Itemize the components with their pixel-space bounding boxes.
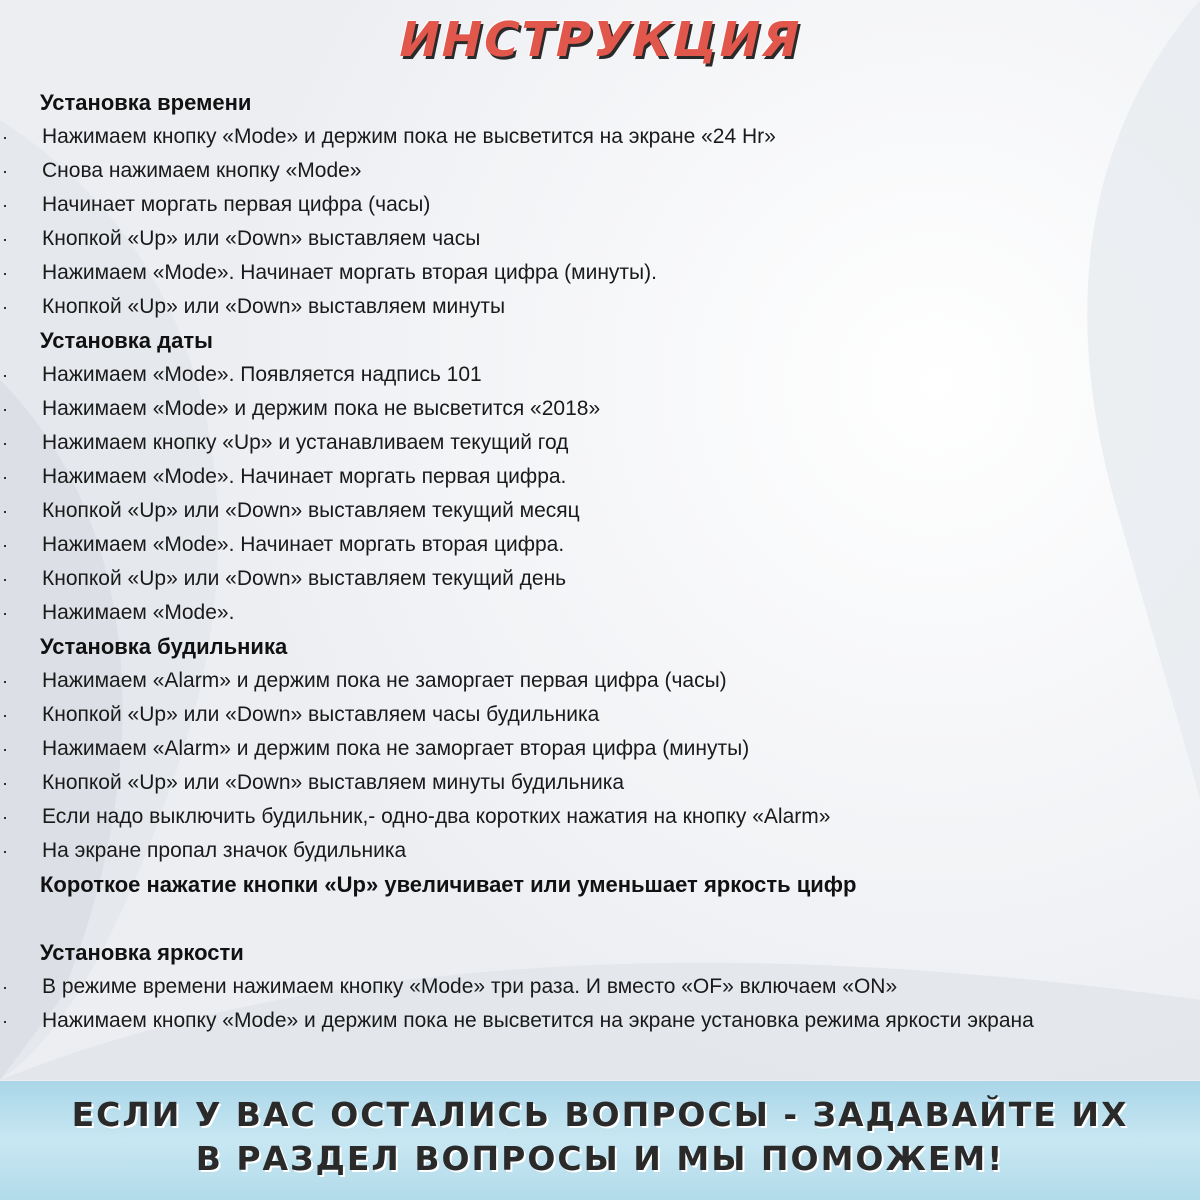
- list-item: [0, 834, 1200, 868]
- list-item-text: Начинает моргать первая цифра (часы): [42, 193, 431, 216]
- bullet-dot: ·: [2, 603, 8, 623]
- list-item-text: Снова нажимаем кнопку «Mode»: [42, 159, 362, 182]
- bullet-dot: ·: [2, 671, 8, 691]
- list-item-text: Нажимаем «Mode». Начинает моргать вторая цифра (минуты).: [42, 261, 657, 284]
- list-item-text: Нажимаем кнопку «Up» и устанавливаем текущий год: [42, 431, 569, 454]
- list-item: [0, 154, 1200, 188]
- bullet-dot: ·: [2, 807, 8, 827]
- list-item-text: Кнопкой «Up» или «Down» выставляем часы будильника: [42, 703, 600, 726]
- list-item: [0, 460, 1200, 494]
- list-item: [0, 222, 1200, 256]
- footer-line-2: В РАЗДЕЛ ВОПРОСЫ И МЫ ПОМОЖЕМ!: [195, 1139, 1005, 1178]
- list-item: [0, 596, 1200, 630]
- list-item: [0, 528, 1200, 562]
- list-item-text: Нажимаем «Alarm» и держим пока не заморгает первая цифра (часы): [42, 669, 727, 692]
- list-item-text: На экране пропал значок будильника: [42, 839, 407, 862]
- section-heading: Установка яркости: [40, 940, 244, 965]
- list-item-text: Нажимаем «Alarm» и держим пока не заморгает вторая цифра (минуты): [42, 737, 750, 760]
- footer-banner: [0, 1081, 1200, 1200]
- bullet-dot: ·: [2, 467, 8, 487]
- bullet-dot: ·: [2, 195, 8, 215]
- footer-line-1: ЕСЛИ У ВАС ОСТАЛИСЬ ВОПРОСЫ - ЗАДАВАЙТЕ ИХ: [71, 1095, 1129, 1134]
- bullet-dot: ·: [2, 433, 8, 453]
- list-item: [0, 426, 1200, 460]
- list-item-text: Кнопкой «Up» или «Down» выставляем минуты будильника: [42, 771, 625, 794]
- list-item: [0, 256, 1200, 290]
- list-item: [0, 800, 1200, 834]
- list-item-text: Кнопкой «Up» или «Down» выставляем минуты: [42, 295, 506, 318]
- bullet-dot: ·: [2, 841, 8, 861]
- list-item: [0, 970, 1200, 1004]
- list-item: [0, 188, 1200, 222]
- list-item: [0, 766, 1200, 800]
- bullet-dot: ·: [2, 229, 8, 249]
- bullet-dot: ·: [2, 161, 8, 181]
- section-heading: Установка даты: [40, 328, 213, 353]
- list-item-text: Нажимаем кнопку «Mode» и держим пока не высветится на экране установка режима яркости экрана: [42, 1009, 1034, 1032]
- bullet-dot: ·: [2, 1011, 8, 1031]
- list-item: [0, 290, 1200, 324]
- list-item-text: Нажимаем «Mode» и держим пока не высветится «2018»: [42, 397, 601, 420]
- page-title: ИНСТРУКЦИЯ: [393, 12, 807, 68]
- list-item: [0, 358, 1200, 392]
- list-item-text: Нажимаем кнопку «Mode» и держим пока не высветится на экране «24 Hr»: [42, 125, 776, 148]
- list-item: [0, 732, 1200, 766]
- bullet-dot: ·: [2, 297, 8, 317]
- list-item: [0, 698, 1200, 732]
- bullet-dot: ·: [2, 569, 8, 589]
- list-item-text: В режиме времени нажимаем кнопку «Mode» три раза. И вместо «OF» включаем «ON»: [42, 975, 898, 998]
- list-item-text: Кнопкой «Up» или «Down» выставляем часы: [42, 227, 481, 250]
- bullet-dot: ·: [2, 977, 8, 997]
- list-item-text: Кнопкой «Up» или «Down» выставляем текущий день: [42, 567, 567, 590]
- bullet-dot: ·: [2, 739, 8, 759]
- bullet-dot: ·: [2, 705, 8, 725]
- bullet-dot: ·: [2, 127, 8, 147]
- list-item-text: Кнопкой «Up» или «Down» выставляем текущий месяц: [42, 499, 580, 522]
- list-item: [0, 392, 1200, 426]
- instruction-list: [0, 86, 1200, 1038]
- spacer: [0, 902, 1200, 936]
- bullet-dot: ·: [2, 399, 8, 419]
- bullet-dot: ·: [2, 501, 8, 521]
- bullet-dot: ·: [2, 535, 8, 555]
- list-item: [0, 494, 1200, 528]
- list-item-text: Если надо выключить будильник,- одно-два коротких нажатия на кнопку «Alarm»: [42, 805, 831, 828]
- section-heading: Установка будильника: [40, 634, 288, 659]
- list-item-text: Нажимаем «Mode». Начинает моргать первая цифра.: [42, 465, 567, 488]
- list-item-text: Нажимаем «Mode». Начинает моргать вторая цифра.: [42, 533, 565, 556]
- list-item-text: Нажимаем «Mode».: [42, 601, 235, 624]
- bullet-dot: ·: [2, 773, 8, 793]
- section-heading: Установка времени: [40, 90, 252, 115]
- list-item-text: Нажимаем «Mode». Появляется надпись 101: [42, 363, 482, 386]
- list-item: [0, 120, 1200, 154]
- list-item: [0, 664, 1200, 698]
- list-item: [0, 1004, 1200, 1038]
- list-item: [0, 562, 1200, 596]
- bullet-dot: ·: [2, 263, 8, 283]
- brightness-note: Короткое нажатие кнопки «Up» увеличивает или уменьшает яркость цифр: [40, 872, 857, 897]
- bullet-dot: ·: [2, 365, 8, 385]
